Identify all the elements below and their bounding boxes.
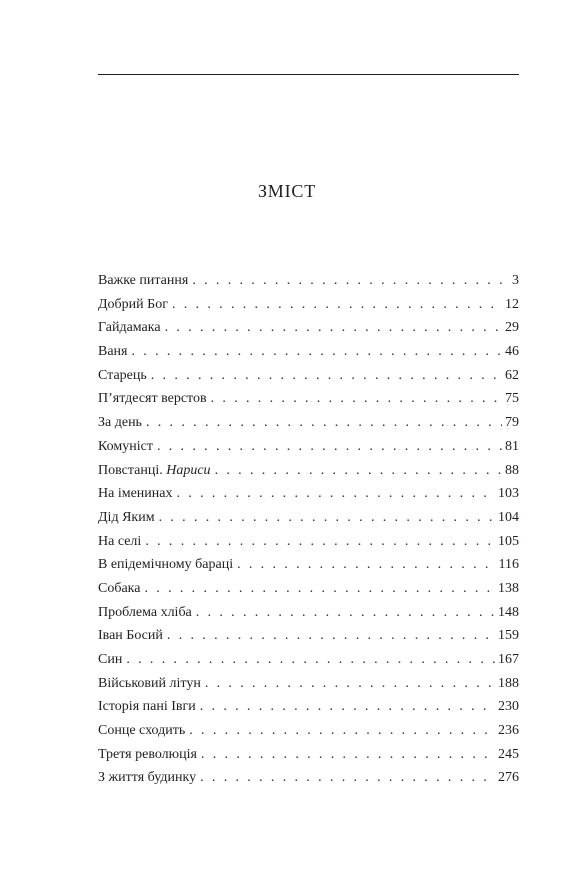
toc-entry xyxy=(98,553,519,577)
dot-leader xyxy=(201,743,495,767)
dot-leader xyxy=(196,601,495,625)
toc-entry xyxy=(98,672,519,696)
entry-title: Третя революція xyxy=(98,746,197,762)
entry-title: Іван Босий xyxy=(98,628,163,644)
toc-entry xyxy=(98,316,519,340)
page-number: 236 xyxy=(498,723,519,739)
page-number: 276 xyxy=(498,770,519,786)
page-number: 245 xyxy=(498,746,519,762)
toc-entry xyxy=(98,766,519,790)
entry-title: В епідемічному бараці xyxy=(98,557,234,573)
page-number: 167 xyxy=(498,652,519,667)
dot-leader xyxy=(146,411,502,435)
page-number: 103 xyxy=(498,486,519,502)
dot-leader xyxy=(172,293,502,317)
page-number: 116 xyxy=(498,557,519,573)
entry-title: Гайдамака xyxy=(98,320,161,336)
toc-entry xyxy=(98,435,519,459)
toc-entry xyxy=(98,530,519,554)
entry-title: Сонце сходить xyxy=(98,723,186,739)
dot-leader xyxy=(215,459,502,483)
dot-leader xyxy=(192,269,509,293)
entry-title: П’ятдесят верстов xyxy=(98,391,207,407)
page-number: 81 xyxy=(505,438,519,454)
toc-entry xyxy=(98,459,519,483)
entry-title: За день xyxy=(98,415,142,431)
dot-leader xyxy=(189,719,495,743)
entry-title: Ваня xyxy=(98,344,128,360)
toc-entry xyxy=(98,695,519,719)
entry-title: Військовий літун xyxy=(98,675,201,691)
dot-leader xyxy=(211,387,502,411)
page-number: 79 xyxy=(505,415,519,431)
toc-entry xyxy=(98,577,519,601)
page-number: 105 xyxy=(498,533,519,549)
entry-title: З життя будинку xyxy=(98,770,197,786)
page-number: 159 xyxy=(498,628,519,644)
entry-title: На іменинах xyxy=(98,486,173,502)
toc-entry xyxy=(98,743,519,767)
entry-title: Проблема хліба xyxy=(98,604,192,620)
table-of-contents xyxy=(98,269,519,790)
toc-entry xyxy=(98,719,519,743)
page-number: 148 xyxy=(498,604,519,620)
dot-leader xyxy=(237,553,495,577)
entry-title: Собака xyxy=(98,580,141,596)
dot-leader xyxy=(167,624,495,648)
dot-leader xyxy=(145,530,495,554)
entry-title: Син xyxy=(98,652,123,667)
dot-leader xyxy=(126,648,495,672)
page-number: 138 xyxy=(498,580,519,596)
dot-leader xyxy=(200,766,495,790)
toc-entry xyxy=(98,648,519,672)
dot-leader xyxy=(157,435,502,459)
toc-heading: ЗМІСТ xyxy=(257,181,317,201)
entry-title: Добрий Бог xyxy=(98,296,168,312)
page-number: 12 xyxy=(505,296,519,312)
entry-title: На селі xyxy=(98,533,142,549)
entry-title: Повстанці. Нариси xyxy=(98,462,211,478)
toc-entry xyxy=(98,601,519,625)
page-number: 104 xyxy=(498,509,519,525)
toc-entry xyxy=(98,387,519,411)
page-number: 3 xyxy=(512,273,519,288)
dot-leader xyxy=(205,672,495,696)
toc-entry xyxy=(98,506,519,530)
toc-entry xyxy=(98,269,519,293)
dot-leader xyxy=(131,340,502,364)
toc-entry xyxy=(98,340,519,364)
page-number: 230 xyxy=(498,699,519,715)
entry-subtitle: Нариси xyxy=(166,462,211,478)
toc-entry xyxy=(98,482,519,506)
dot-leader xyxy=(144,577,495,601)
entry-title: Історія пані Івги xyxy=(98,699,196,715)
page-number: 188 xyxy=(498,675,519,691)
entry-title: Комуніст xyxy=(98,438,153,454)
toc-entry xyxy=(98,364,519,388)
page-number: 75 xyxy=(505,391,519,407)
entry-title: Важке питання xyxy=(98,273,189,288)
toc-entry xyxy=(98,624,519,648)
page-number: 46 xyxy=(505,344,519,360)
dot-leader xyxy=(151,364,502,388)
toc-entry xyxy=(98,411,519,435)
dot-leader xyxy=(165,316,502,340)
entry-title: Старець xyxy=(98,367,147,383)
page-number: 29 xyxy=(505,320,519,336)
dot-leader xyxy=(200,695,495,719)
toc-entry xyxy=(98,293,519,317)
dot-leader xyxy=(176,482,495,506)
header-rule xyxy=(98,74,519,75)
entry-title: Дід Яким xyxy=(98,509,155,525)
dot-leader xyxy=(159,506,495,530)
page-number: 62 xyxy=(505,367,519,383)
page-number: 88 xyxy=(505,462,519,478)
